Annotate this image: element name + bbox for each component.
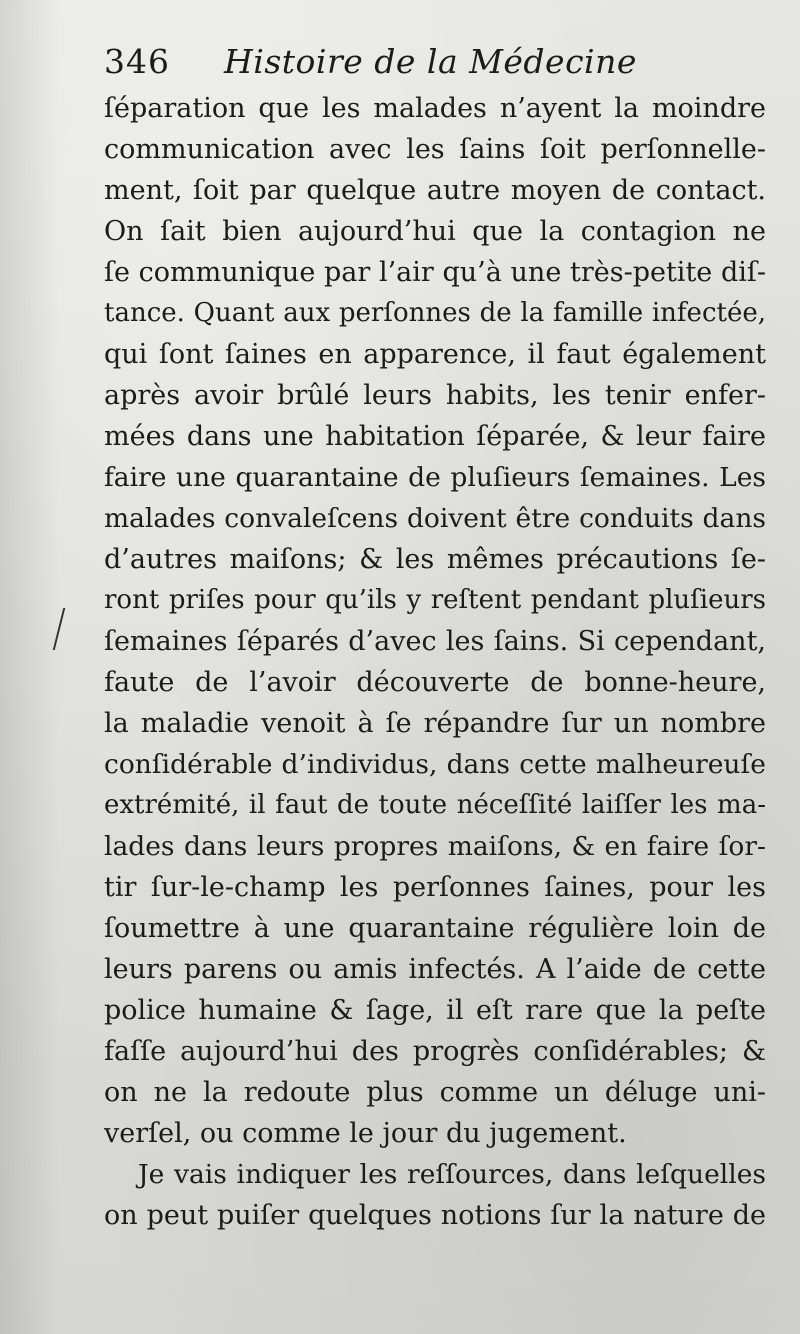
text-line: tir ſur-le-champ les perſonnes ſaines, pour les [104, 872, 766, 903]
text-line: faſſe aujourd’hui des progrès conſidérables; & [104, 1036, 766, 1067]
text-line: ment, ſoit par quelque autre moyen de contact. [104, 175, 766, 206]
paragraph-start-line: Je vais indiquer les reſſources, dans leſquelles [138, 1159, 766, 1190]
text-line: ſemaines ſéparés d’avec les ſains. Si cependant, [104, 626, 766, 657]
text-line: extrémité, il faut de toute néceſſité laiſſer les ma- [104, 790, 766, 820]
text-line: conſidérable d’individus, dans cette malheureuſe [104, 749, 766, 780]
text-line: on peut puiſer quelques notions ſur la nature de [104, 1200, 766, 1231]
text-line: ront priſes pour qu’ils y reſtent pendant pluſieurs [104, 585, 766, 615]
text-line: on ne la redoute plus comme un déluge uni- [104, 1077, 766, 1108]
text-line: ſéparation que les malades n’ayent la moindre [104, 93, 766, 124]
text-line: d’autres maiſons; & les mêmes précautions ſe- [104, 544, 766, 575]
text-line: On ſait bien aujourd’hui que la contagion ne [104, 216, 766, 247]
page-number: 346 [104, 42, 170, 81]
page-fold-shadow [0, 0, 60, 1334]
text-line: ſoumettre à une quarantaine régulière loin de [104, 913, 766, 944]
text-line: faute de l’avoir découverte de bonne-heure, [104, 667, 766, 698]
text-line: communication avec les ſains ſoit perſonnelle- [104, 134, 766, 165]
text-line: lades dans leurs propres maiſons, & en faire ſor- [104, 831, 766, 862]
page-header [104, 34, 764, 94]
text-line: police humaine & ſage, il eſt rare que la peſte [104, 995, 766, 1026]
paragraph-end-line: verſel, ou comme le jour du jugement. [104, 1118, 627, 1149]
text-line: la maladie venoit à ſe répandre ſur un nombre [104, 708, 766, 739]
text-line: mées dans une habitation ſéparée, & leur faire [104, 421, 766, 452]
text-line: après avoir brûlé leurs habits, les tenir enfer- [104, 380, 766, 411]
margin-pencil-mark [53, 608, 79, 650]
text-line: ſe communique par l’air qu’à une très-petite diſ- [104, 257, 766, 288]
text-line: tance. Quant aux perſonnes de la famille infectée, [104, 298, 766, 328]
text-line: leurs parens ou amis infectés. A l’aide de cette [104, 954, 766, 985]
text-line: malades convaleſcens doivent être conduits dans [104, 503, 766, 534]
text-line: faire une quarantaine de pluſieurs ſemaines. Les [104, 462, 766, 493]
text-line: qui ſont ſaines en apparence, il faut également [104, 339, 766, 370]
body-text [104, 88, 766, 1236]
running-title: Histoire de la Médecine [224, 42, 637, 81]
